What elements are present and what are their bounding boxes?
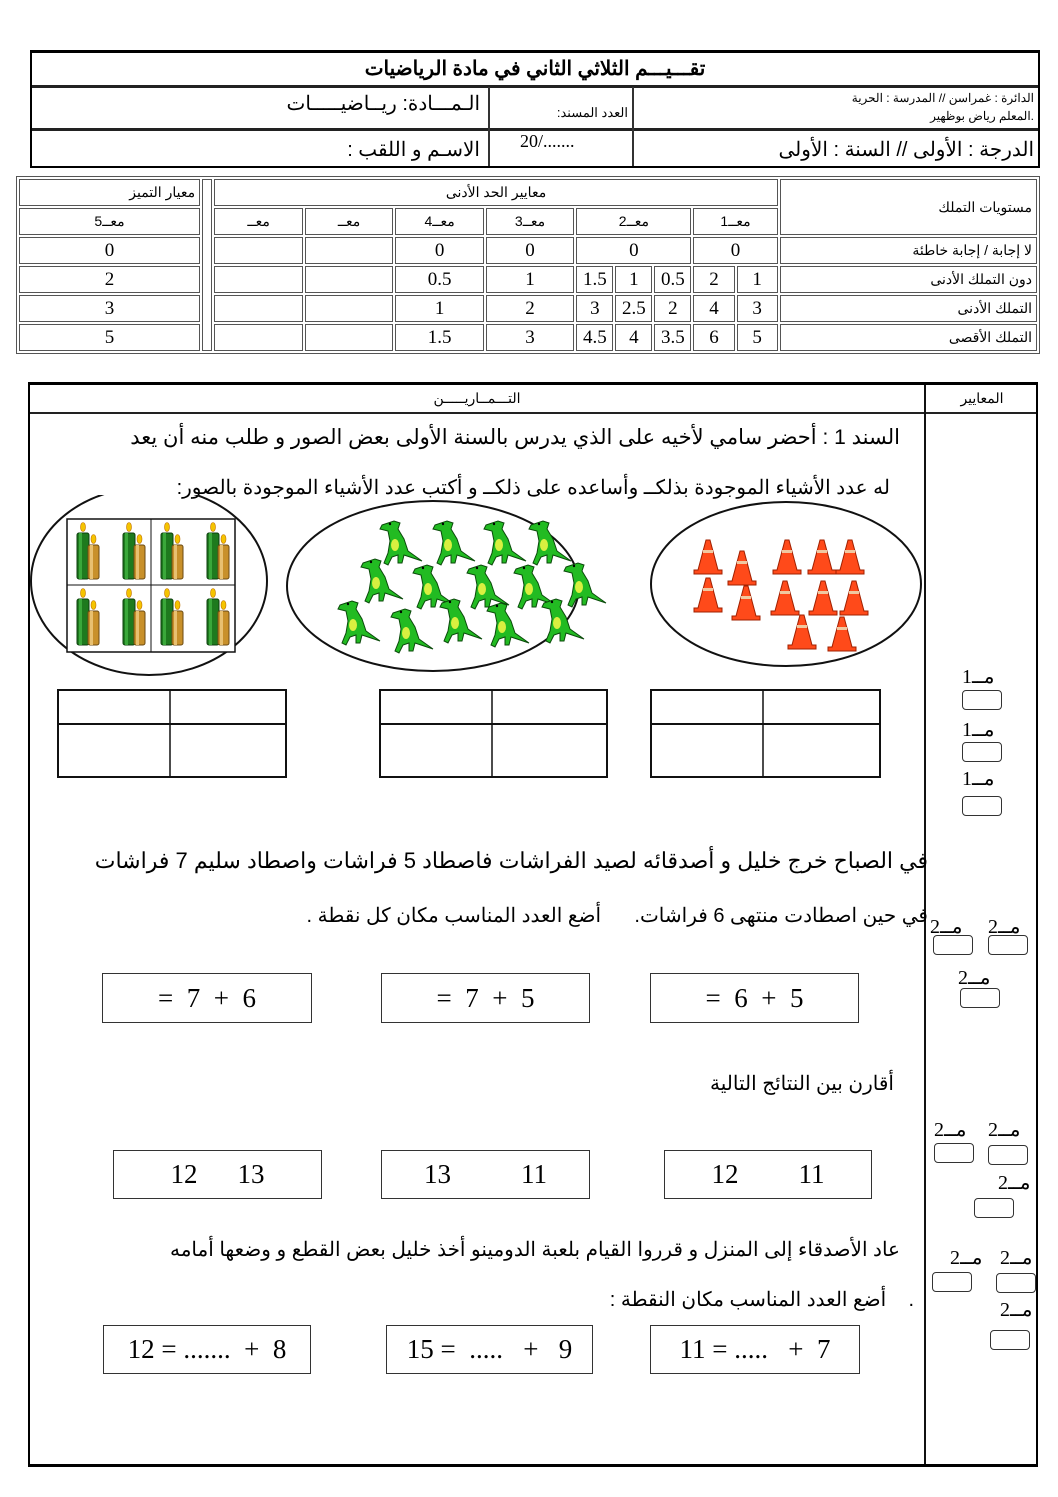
district-school: الدائرة : غمراسن // المدرسة : الحرية bbox=[851, 91, 1034, 105]
compare-box-1[interactable] bbox=[664, 1150, 872, 1199]
dinosaur-icon bbox=[467, 565, 509, 609]
dinosaur-icon bbox=[361, 559, 403, 603]
dinosaur-icon bbox=[338, 601, 380, 645]
cell-m1: 5 bbox=[737, 324, 778, 351]
cell-blank bbox=[214, 266, 302, 293]
cell-m2: 2.5 bbox=[615, 295, 652, 322]
compare-left: 13 bbox=[424, 1159, 451, 1189]
cone-icon bbox=[771, 581, 799, 615]
criterion-label: مــ1 bbox=[962, 719, 995, 741]
criterion-score-box[interactable] bbox=[962, 690, 1002, 710]
criterion-score-box[interactable] bbox=[932, 1272, 972, 1292]
answer-grid-candles[interactable] bbox=[57, 689, 287, 778]
compare-right: 11 bbox=[521, 1159, 547, 1189]
dinosaur-icon bbox=[487, 603, 529, 647]
cell-m5: 2 bbox=[19, 266, 200, 293]
cone-icon bbox=[788, 615, 816, 649]
compare-right: 11 bbox=[798, 1159, 825, 1189]
cell-m2: 0.5 bbox=[654, 266, 691, 293]
criterion-label: مــ1 bbox=[962, 768, 995, 790]
row-label: التملك الأقصى bbox=[780, 324, 1037, 351]
table-row bbox=[19, 324, 1037, 351]
sum-box-1[interactable]: = 6 + 5 bbox=[650, 973, 859, 1023]
student-name-field[interactable]: الاسـم و اللقب : bbox=[347, 139, 480, 161]
criterion-label: مــ2 bbox=[988, 1119, 1021, 1141]
cell-m4: 0 bbox=[395, 237, 483, 264]
cell-m1: 1 bbox=[737, 266, 778, 293]
cones-picture bbox=[694, 540, 868, 651]
dinosaur-icon bbox=[433, 521, 475, 565]
answer-grid-dinosaurs[interactable] bbox=[379, 689, 608, 778]
col-header-m2: معــ2 bbox=[576, 208, 691, 235]
sanad1-line2: له عدد الأشياء الموجودة بذلكــ وأساعده على ذلكــ و أكتب عدد الأشياء الموجودة بالصور: bbox=[176, 477, 890, 499]
cell-blank bbox=[305, 324, 393, 351]
domino-line2: . أضع العدد المناسب مكان النقطة : bbox=[609, 1289, 914, 1311]
exam-header bbox=[30, 50, 1040, 168]
sanad1-line1: السند 1 : أحضر سامي لأخيه على الذي يدرس بالسنة الأولى بعض الصور و طلب منه أن يعد bbox=[130, 426, 900, 449]
dinosaur-icon bbox=[542, 599, 584, 643]
domino-line1: عاد الأصدقاء إلى المنزل و قرروا القيام بلعبة الدومينو أخذ خليل بعض القطع و وضعها أمامه bbox=[169, 1239, 900, 1261]
cell-m2: 3 bbox=[576, 295, 613, 322]
cone-icon bbox=[828, 617, 856, 651]
criterion-label: مــ2 bbox=[934, 1119, 967, 1141]
teacher-name: .المعلم رياض بوظهير bbox=[930, 109, 1034, 123]
dinosaur-icon bbox=[380, 521, 422, 565]
cell-m2: 3.5 bbox=[654, 324, 691, 351]
dinosaurs-picture bbox=[338, 521, 606, 653]
cell-m1: 4 bbox=[693, 295, 734, 322]
cell-m3: 3 bbox=[486, 324, 574, 351]
butterfly-line1: في الصباح خرج خليل و أصدقائه لصيد الفراشات فاصطاد 5 فراشات واصطاد سليم 7 فراشات bbox=[94, 848, 928, 873]
criterion-score-box[interactable] bbox=[960, 988, 1000, 1008]
cone-icon bbox=[773, 540, 801, 574]
row-label: لا إجابة / إجابة خاطئة bbox=[780, 237, 1037, 264]
exercises-column-header: التـــمــاريـــــن bbox=[433, 390, 521, 406]
cell-m2: 2 bbox=[654, 295, 691, 322]
levels-header: مستويات التملك bbox=[780, 179, 1037, 235]
criterion-label: مــ2 bbox=[988, 916, 1021, 938]
cell-blank bbox=[214, 324, 302, 351]
cell-m2: 4.5 bbox=[576, 324, 613, 351]
criterion-label: مــ2 bbox=[1000, 1247, 1033, 1269]
criterion-score-box[interactable] bbox=[934, 1143, 974, 1163]
sum-box-3[interactable]: = 7 + 6 bbox=[102, 973, 312, 1023]
criterion-score-box[interactable] bbox=[974, 1198, 1014, 1218]
cone-icon bbox=[836, 540, 864, 574]
pictures-area bbox=[30, 495, 924, 695]
cell-blank bbox=[305, 237, 393, 264]
cell-m2: 4 bbox=[615, 324, 652, 351]
row-label: دون التملك الأدنى bbox=[780, 266, 1037, 293]
cell-m1: 3 bbox=[737, 295, 778, 322]
cell-m5: 5 bbox=[19, 324, 200, 351]
cell-m1: 2 bbox=[693, 266, 734, 293]
exam-title: تقـــيـــم الثلاثي الثاني في مادة الرياضيات bbox=[364, 58, 706, 80]
candles-picture bbox=[67, 519, 235, 652]
table-row bbox=[19, 266, 1037, 293]
table-row bbox=[19, 295, 1037, 322]
cell-m4: 1 bbox=[395, 295, 483, 322]
criterion-score-box[interactable] bbox=[962, 742, 1002, 762]
cone-icon bbox=[808, 540, 836, 574]
col-header-m-blank-2: معــ bbox=[214, 208, 302, 235]
criterion-score-box[interactable] bbox=[962, 796, 1002, 816]
criterion-label: مــ1 bbox=[962, 666, 995, 688]
butterfly-line2: في حين اصطادت منتهى 6 فراشات. أضع العدد المناسب مكان كل نقطة . bbox=[306, 905, 928, 927]
cell-m4: 1.5 bbox=[395, 324, 483, 351]
criterion-label: مــ2 bbox=[998, 1172, 1031, 1194]
col-header-m5: معــ5 bbox=[19, 208, 200, 235]
criterion-label: مــ2 bbox=[930, 916, 963, 938]
cell-blank bbox=[214, 237, 302, 264]
min-criteria-header: معايير الحد الأدنى bbox=[214, 179, 777, 206]
cell-m3: 1 bbox=[486, 266, 574, 293]
compare-title: أقارن بين النتائج التالية bbox=[710, 1073, 894, 1095]
criterion-label: مــ2 bbox=[950, 1247, 983, 1269]
cell-m5: 0 bbox=[19, 237, 200, 264]
exercises-section bbox=[28, 382, 1038, 1467]
missing-box-2[interactable]: 15 = ..... + 9 bbox=[386, 1325, 593, 1374]
missing-box-1[interactable]: 11 = ..... + 7 bbox=[650, 1325, 860, 1374]
sum-box-2[interactable]: = 7 + 5 bbox=[381, 973, 590, 1023]
dinosaur-icon bbox=[529, 521, 571, 565]
cone-icon bbox=[694, 578, 722, 612]
criterion-score-box[interactable] bbox=[990, 1330, 1030, 1350]
compare-box-3[interactable] bbox=[113, 1150, 322, 1199]
col-header-m4: معــ4 bbox=[395, 208, 483, 235]
cell-blank bbox=[305, 295, 393, 322]
cell-m4: 0.5 bbox=[395, 266, 483, 293]
criterion-label: مــ2 bbox=[958, 967, 991, 989]
criteria-marks-column bbox=[926, 385, 1038, 1465]
cell-m2: 0 bbox=[576, 237, 691, 264]
col-header-m1: معــ1 bbox=[693, 208, 777, 235]
col-header-m-blank-1: معــ bbox=[305, 208, 393, 235]
compare-right: 13 bbox=[237, 1159, 265, 1189]
criteria-column-header: المعايير bbox=[960, 390, 1004, 406]
cone-icon bbox=[694, 540, 722, 574]
table-row bbox=[19, 237, 1037, 264]
dinosaur-icon bbox=[564, 563, 606, 607]
score-field[interactable]: 20/....... bbox=[520, 131, 575, 151]
table-gap bbox=[202, 179, 212, 351]
criterion-score-box[interactable] bbox=[933, 935, 973, 955]
criterion-score-box[interactable] bbox=[988, 935, 1028, 955]
answer-grid-cones[interactable] bbox=[650, 689, 881, 778]
criterion-score-box[interactable] bbox=[996, 1273, 1036, 1293]
cone-icon bbox=[840, 581, 868, 615]
criteria-table bbox=[16, 176, 1040, 354]
compare-box-2[interactable] bbox=[381, 1150, 590, 1199]
compare-left: 12 bbox=[711, 1159, 739, 1189]
cell-m5: 3 bbox=[19, 295, 200, 322]
col-header-m3: معــ3 bbox=[486, 208, 574, 235]
cell-blank bbox=[214, 295, 302, 322]
subject-label: الـمـــادة: ريــاضيـــــات bbox=[286, 93, 480, 115]
cell-m2: 1 bbox=[615, 266, 652, 293]
cell-m1: 6 bbox=[693, 324, 734, 351]
cell-m2: 1.5 bbox=[576, 266, 613, 293]
row-label: التملك الأدنى bbox=[780, 295, 1037, 322]
criterion-score-box[interactable] bbox=[988, 1145, 1028, 1165]
cone-icon bbox=[809, 581, 837, 615]
cell-blank bbox=[305, 266, 393, 293]
cell-m3: 0 bbox=[486, 237, 574, 264]
grade-year: الدرجة : الأولى // السنة : الأولى bbox=[778, 139, 1034, 161]
missing-box-3[interactable]: 12 = ....... + 8 bbox=[103, 1325, 311, 1374]
cell-m1: 0 bbox=[693, 237, 777, 264]
cone-icon bbox=[728, 551, 756, 585]
dinosaur-icon bbox=[391, 609, 433, 653]
cone-icon bbox=[732, 586, 760, 620]
dinosaur-icon bbox=[484, 521, 526, 565]
criterion-label: مــ2 bbox=[1000, 1299, 1033, 1321]
compare-left: 12 bbox=[170, 1159, 198, 1189]
excellence-header: معيار التميز bbox=[19, 179, 200, 206]
score-label: العدد المسند: bbox=[556, 105, 628, 120]
cell-m3: 2 bbox=[486, 295, 574, 322]
